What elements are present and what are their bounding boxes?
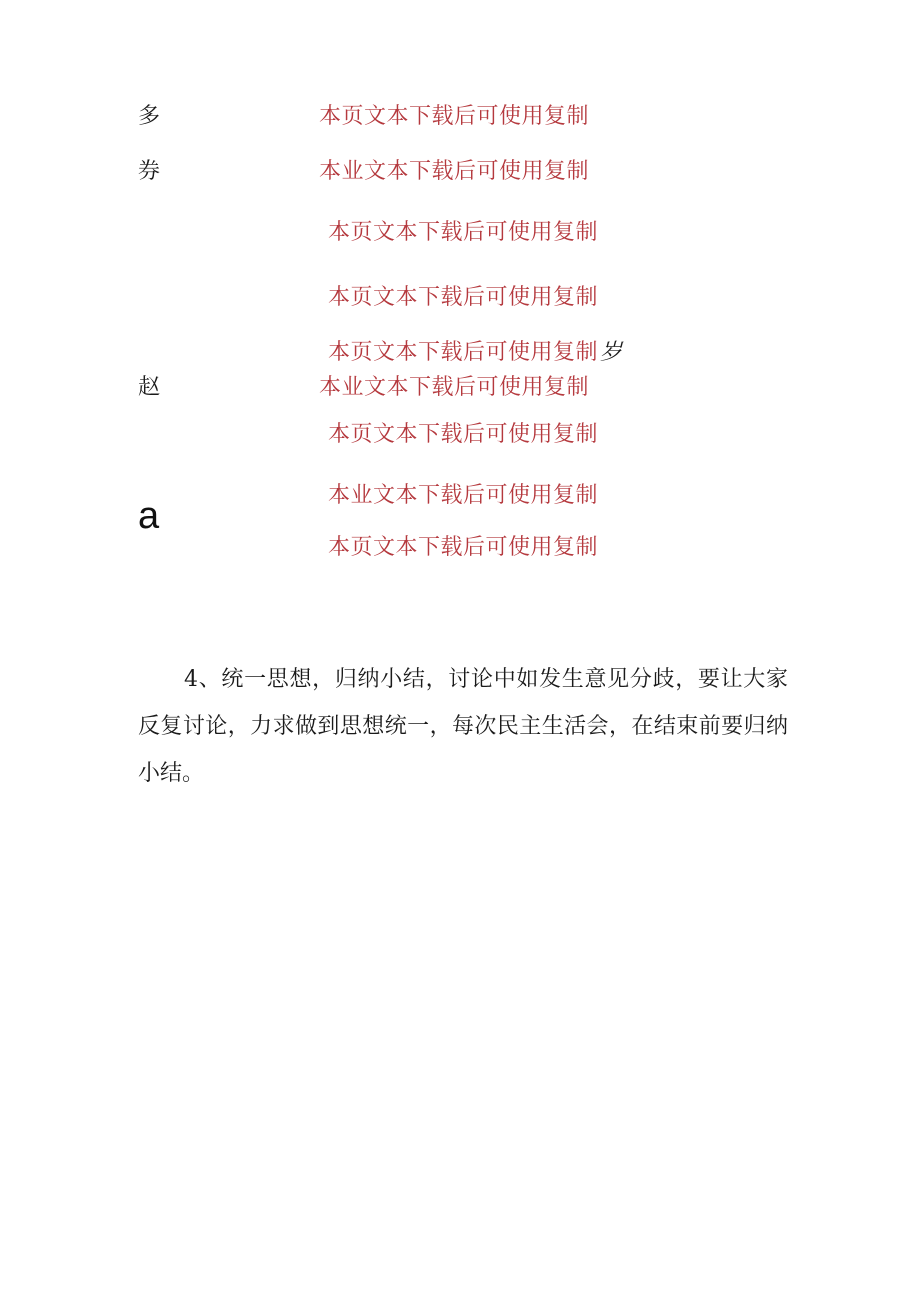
text-line-7: 本页文本下载后可使用复制: [328, 422, 599, 447]
text-line-5: [328, 340, 623, 366]
text-line-9: 本页文本下载后可使用复制: [328, 535, 599, 560]
left-label-juan: 券: [138, 159, 161, 184]
text-line-5-main: 本页文本下载后可使用复制: [328, 340, 599, 365]
text-line-2: 本业文本下载后可使用复制: [319, 159, 590, 184]
text-line-3: 本页文本下载后可使用复制: [328, 220, 599, 245]
text-line-4: 本页文本下载后可使用复制: [328, 285, 599, 310]
left-label-a: a: [138, 495, 160, 537]
left-label-duo: 多: [138, 104, 161, 129]
text-line-5-suffix: 岁: [600, 340, 623, 365]
text-line-8: 本业文本下载后可使用复制: [328, 483, 599, 508]
text-line-6: 本业文本下载后可使用复制: [319, 375, 590, 400]
text-line-1: 本页文本下载后可使用复制: [319, 104, 590, 129]
body-paragraph: 4、统一思想，归纳小结，讨论中如发生意见分歧，要让大家反复讨论，力求做到思想统一，每次民主生活会，在结束前要归纳小结。: [138, 667, 788, 786]
left-label-zhao: 赵: [138, 375, 161, 400]
